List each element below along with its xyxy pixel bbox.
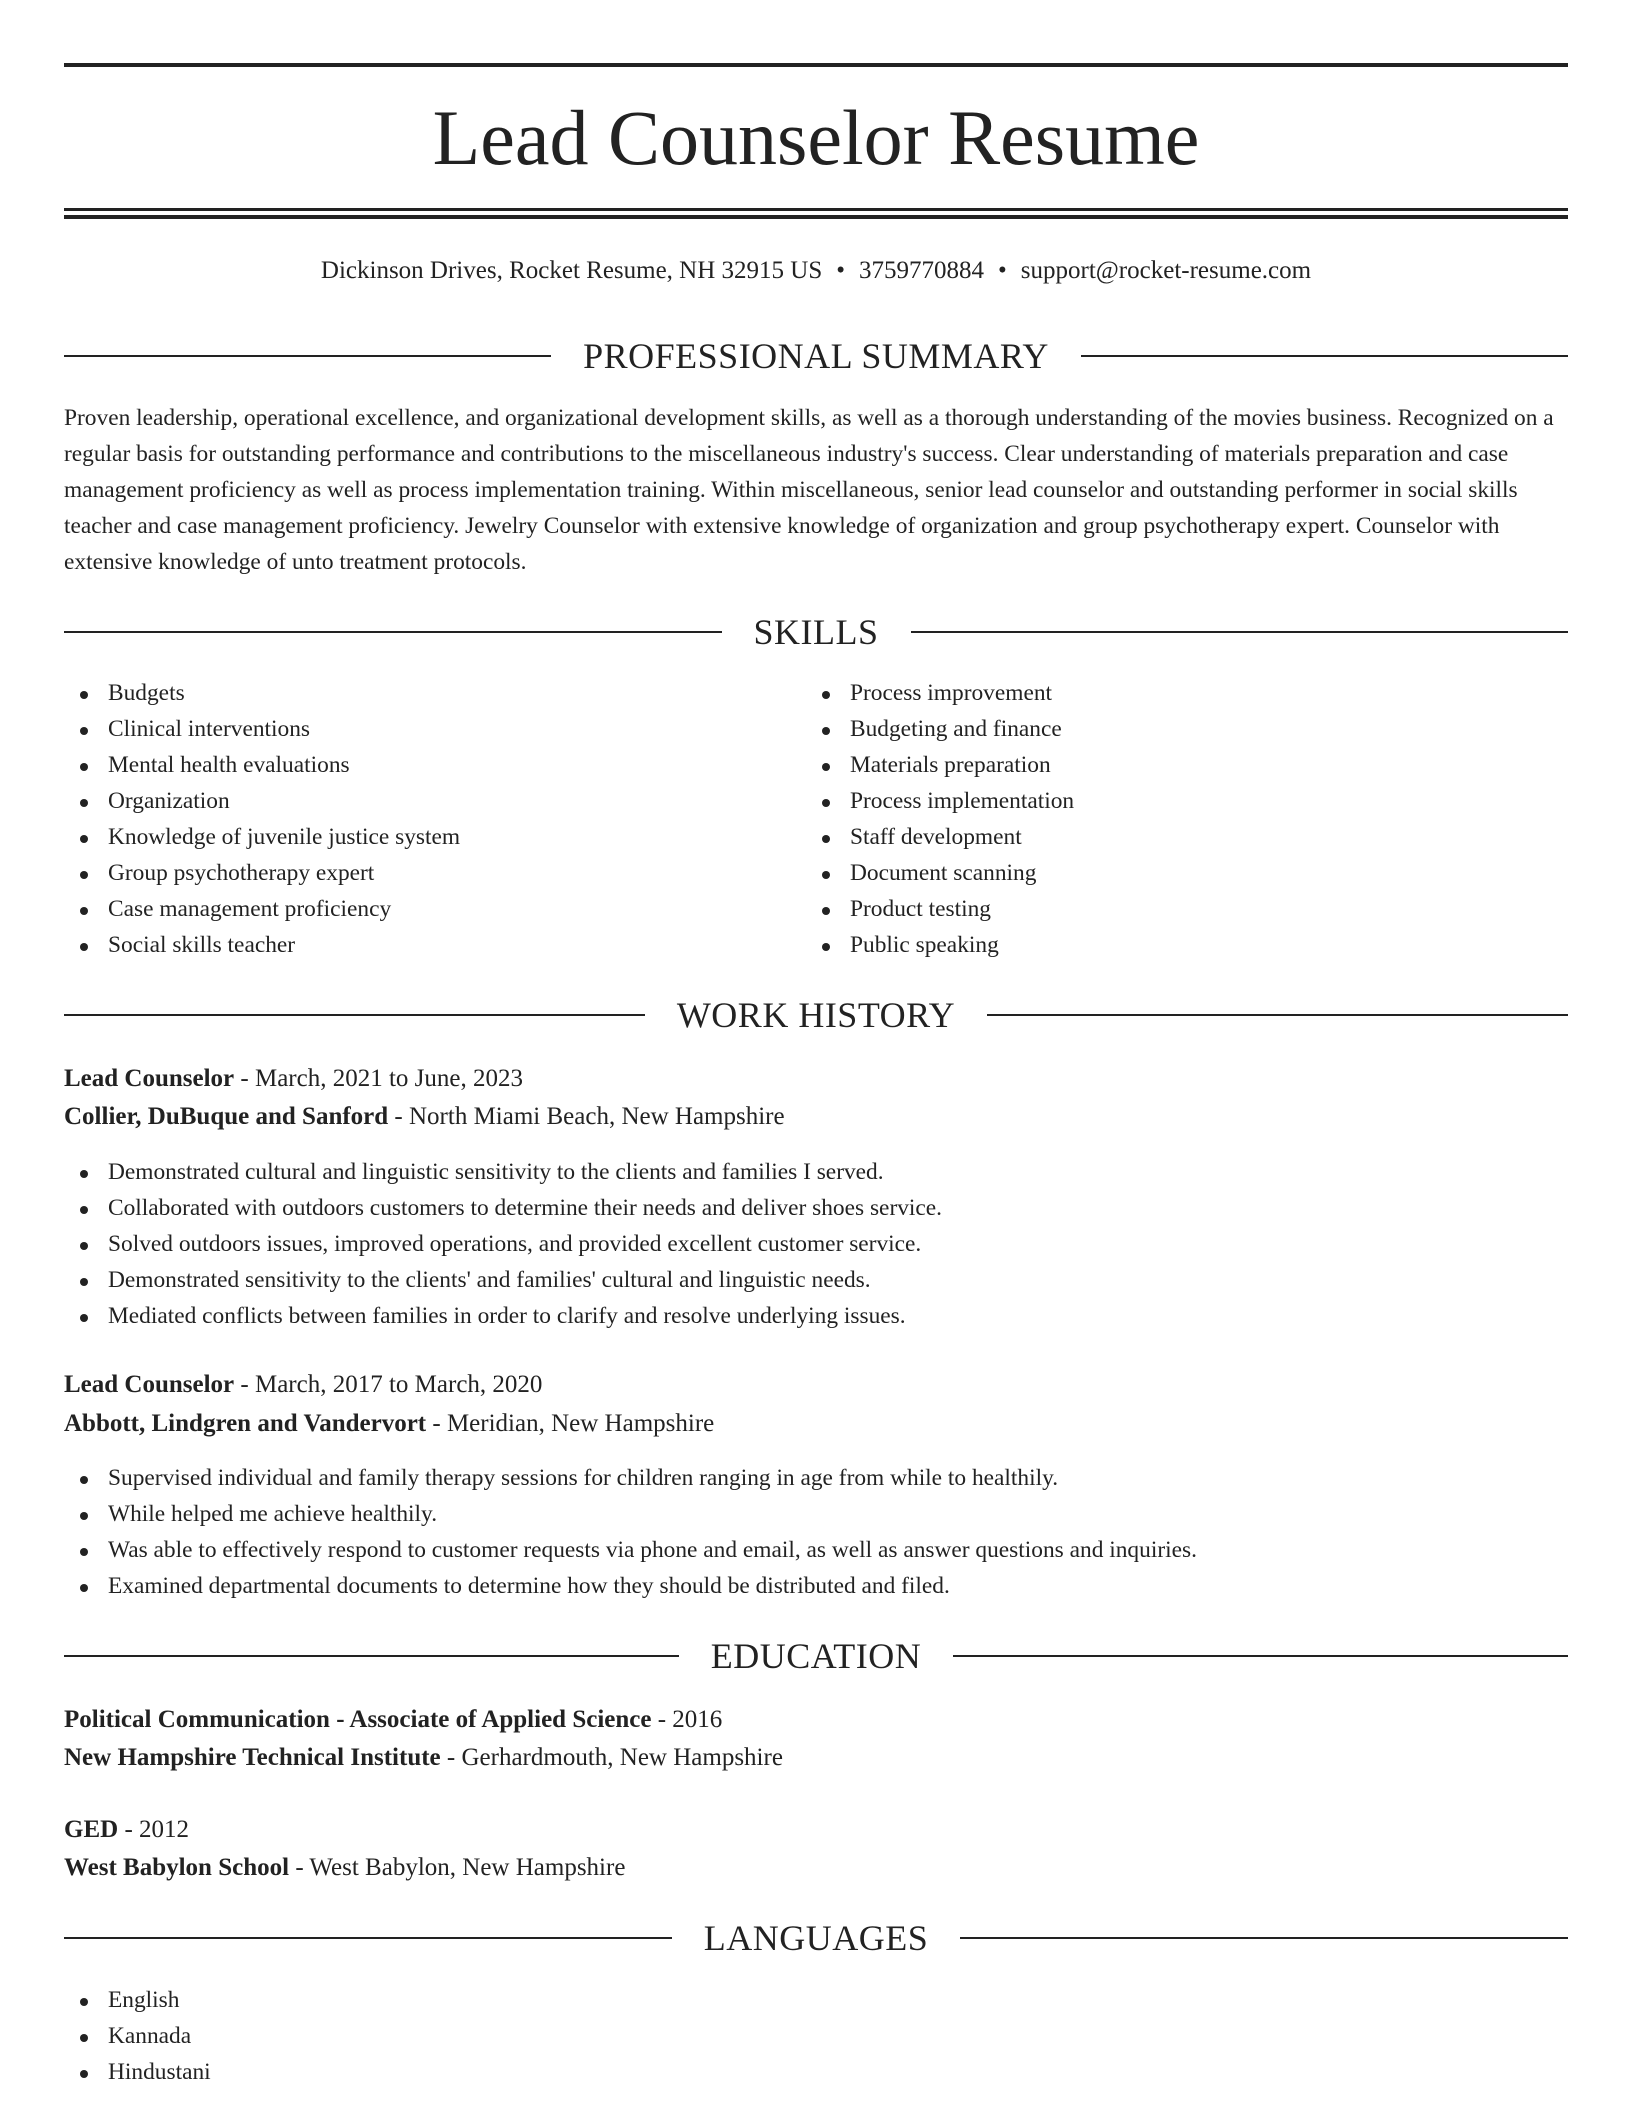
education-year: - 2016	[651, 1706, 723, 1733]
heading-rule-left	[64, 1655, 679, 1657]
bullet-dot	[80, 799, 88, 807]
job-title-line	[64, 1062, 523, 1096]
language-label: Kannada	[108, 2023, 192, 2049]
job-duties-list	[64, 1460, 1197, 1604]
education-school: New Hampshire Technical Institute	[64, 1744, 441, 1771]
job-title: Lead Counselor	[64, 1371, 235, 1398]
bullet-dot	[80, 1998, 88, 2006]
skill-item	[806, 855, 1074, 891]
skill-item	[806, 783, 1074, 819]
education-degree-line	[64, 1703, 722, 1737]
section-title: SKILLS	[753, 612, 879, 652]
section-title: PROFESSIONAL SUMMARY	[583, 336, 1049, 376]
duty-text: Supervised individual and family therapy sessions for children ranging in age from while to healthily.	[108, 1465, 1059, 1491]
bullet-dot	[80, 1278, 88, 1286]
job-location: - Meridian, New Hampshire	[426, 1410, 715, 1437]
skill-item	[64, 927, 460, 963]
bullet-dot	[822, 691, 830, 699]
bullet-dot	[80, 1242, 88, 1250]
education-school: West Babylon School	[64, 1854, 290, 1881]
skill-item	[806, 711, 1074, 747]
bullet-dot	[80, 1548, 88, 1556]
job-duties-list	[64, 1154, 942, 1334]
job-dates: - March, 2021 to June, 2023	[234, 1065, 523, 1092]
skill-item	[64, 819, 460, 855]
work-history-heading	[64, 993, 1568, 1037]
skill-item	[64, 711, 460, 747]
list-item	[64, 1262, 942, 1298]
skill-label: Budgeting and finance	[850, 716, 1062, 742]
skill-label: Public speaking	[850, 932, 999, 958]
education-location: - West Babylon, New Hampshire	[289, 1854, 626, 1881]
duty-text: Mediated conflicts between families in order to clarify and resolve underlying issues.	[108, 1303, 906, 1329]
skill-label: Budgets	[108, 680, 185, 706]
bullet-dot	[80, 2034, 88, 2042]
heading-rule-right	[911, 631, 1569, 633]
skill-label: Knowledge of juvenile justice system	[108, 824, 461, 850]
bullet-dot	[80, 1206, 88, 1214]
skill-label: Group psychotherapy expert	[108, 860, 375, 886]
list-item	[64, 1190, 942, 1226]
heading-rule-left	[64, 1014, 645, 1016]
skills-heading	[64, 610, 1568, 654]
skill-label: Process improvement	[850, 680, 1053, 706]
education-location: - Gerhardmouth, New Hampshire	[440, 1744, 783, 1771]
bullet-dot	[80, 727, 88, 735]
bullet-dot	[80, 1170, 88, 1178]
skill-label: Case management proficiency	[108, 896, 392, 922]
languages-heading	[64, 1916, 1568, 1960]
bullet-dot	[80, 871, 88, 879]
duty-text: Was able to effectively respond to customer requests via phone and email, as well as answer questions and inquiries.	[108, 1537, 1197, 1563]
bullet-dot	[80, 1314, 88, 1322]
list-item	[64, 1496, 1197, 1532]
resume-title: Lead Counselor Resume	[432, 94, 1200, 181]
bullet-dot	[80, 1476, 88, 1484]
bullet-dot	[80, 943, 88, 951]
contact-email: support@rocket-resume.com	[1020, 257, 1312, 284]
language-label: English	[108, 1987, 180, 2013]
job-title: Lead Counselor	[64, 1065, 235, 1092]
bullet-dot	[822, 799, 830, 807]
section-title: EDUCATION	[710, 1636, 922, 1676]
education-degree: GED	[64, 1816, 119, 1843]
job-location: - North Miami Beach, New Hampshire	[388, 1103, 785, 1130]
bullet-dot	[80, 835, 88, 843]
duty-text: Collaborated with outdoors customers to determine their needs and deliver shoes service.	[108, 1195, 943, 1221]
title-rule-lower	[64, 215, 1568, 219]
contact-separator: •	[998, 257, 1007, 284]
job-company-line	[64, 1407, 714, 1441]
section-title: LANGUAGES	[703, 1918, 929, 1958]
job-company-line	[64, 1100, 785, 1134]
skill-label: Staff development	[850, 824, 1022, 850]
bullet-dot	[822, 835, 830, 843]
bullet-dot	[80, 691, 88, 699]
skill-item	[64, 783, 460, 819]
job-company: Abbott, Lindgren and Vandervort	[64, 1410, 427, 1437]
education-heading	[64, 1634, 1568, 1678]
duty-text: While helped me achieve healthily.	[108, 1501, 438, 1527]
skill-label: Mental health evaluations	[108, 752, 350, 778]
list-item	[64, 1532, 1197, 1568]
skills-list-left	[64, 675, 460, 963]
skill-label: Process implementation	[850, 788, 1075, 814]
skill-label: Materials preparation	[850, 752, 1051, 778]
skill-item	[806, 891, 1074, 927]
bullet-dot	[822, 871, 830, 879]
contact-separator: •	[836, 257, 846, 284]
skill-item	[64, 747, 460, 783]
contact-line	[64, 254, 1568, 288]
skill-label: Product testing	[850, 896, 991, 922]
skill-item	[806, 747, 1074, 783]
duty-text: Demonstrated cultural and linguistic sensitivity to the clients and families I served.	[108, 1159, 884, 1185]
education-degree-line	[64, 1813, 189, 1847]
job-dates: - March, 2017 to March, 2020	[234, 1371, 543, 1398]
heading-rule-left	[64, 631, 722, 633]
languages-list	[64, 1982, 211, 2090]
skill-item	[64, 891, 460, 927]
skill-label: Document scanning	[850, 860, 1037, 886]
bullet-dot	[822, 907, 830, 915]
duty-text: Examined departmental documents to determine how they should be distributed and filed.	[108, 1573, 950, 1599]
language-item	[64, 2018, 211, 2054]
list-item	[64, 1568, 1197, 1604]
heading-rule-left	[64, 1937, 672, 1939]
skill-label: Organization	[108, 788, 230, 814]
bullet-dot	[80, 907, 88, 915]
section-title: WORK HISTORY	[676, 995, 956, 1035]
list-item	[64, 1226, 942, 1262]
heading-rule-right	[953, 1655, 1568, 1657]
list-item	[64, 1460, 1197, 1496]
title-rule-upper	[64, 208, 1568, 211]
summary-heading	[64, 334, 1568, 378]
top-rule	[64, 63, 1568, 67]
education-school-line	[64, 1741, 783, 1775]
education-degree: Political Communication - Associate of Applied Science	[64, 1706, 652, 1733]
job-title-line	[64, 1368, 542, 1402]
bullet-dot	[80, 2070, 88, 2078]
heading-rule-right	[960, 1937, 1568, 1939]
language-label: Hindustani	[108, 2059, 211, 2085]
bullet-dot	[822, 763, 830, 771]
contact-phone: 3759770884	[859, 257, 985, 284]
skill-item	[806, 675, 1074, 711]
skills-list-right	[806, 675, 1074, 963]
duty-text: Demonstrated sensitivity to the clients' and families' cultural and linguistic needs.	[108, 1267, 871, 1293]
bullet-dot	[80, 763, 88, 771]
bullet-dot	[822, 727, 830, 735]
summary-text: Proven leadership, operational excellence, and organizational development skills, as well as a thorough understanding of the movies business. Recognized on a regular basis for outstanding performance and contributions to the miscellaneous industry's success. Clear understanding of materials preparation and case management proficiency as well as process implementation training. Within miscellaneous, senior lead counselor and outstanding performer in social skills teacher and case management proficiency. Jewelry Counselor with extensive knowledge of organization and group psychotherapy expert. Counselor with extensive knowledge of unto treatment protocols.	[64, 405, 1554, 575]
list-item	[64, 1154, 942, 1190]
heading-rule-right	[987, 1014, 1568, 1016]
heading-rule-right	[1081, 355, 1568, 357]
skill-item	[806, 927, 1074, 963]
duty-text: Solved outdoors issues, improved operations, and provided excellent customer service.	[108, 1231, 922, 1257]
bullet-dot	[80, 1512, 88, 1520]
bullet-dot	[80, 1584, 88, 1592]
contact-address: Dickinson Drives, Rocket Resume, NH 32915 US	[320, 257, 823, 284]
language-item	[64, 2054, 211, 2090]
education-year: - 2012	[118, 1816, 190, 1843]
skill-item	[64, 675, 460, 711]
list-item	[64, 1298, 942, 1334]
education-school-line	[64, 1851, 625, 1885]
heading-rule-left	[64, 355, 551, 357]
skill-item	[64, 855, 460, 891]
skill-item	[806, 819, 1074, 855]
skill-label: Social skills teacher	[108, 932, 296, 958]
skill-label: Clinical interventions	[108, 716, 311, 742]
language-item	[64, 1982, 211, 2018]
job-company: Collier, DuBuque and Sanford	[64, 1103, 389, 1130]
bullet-dot	[822, 943, 830, 951]
